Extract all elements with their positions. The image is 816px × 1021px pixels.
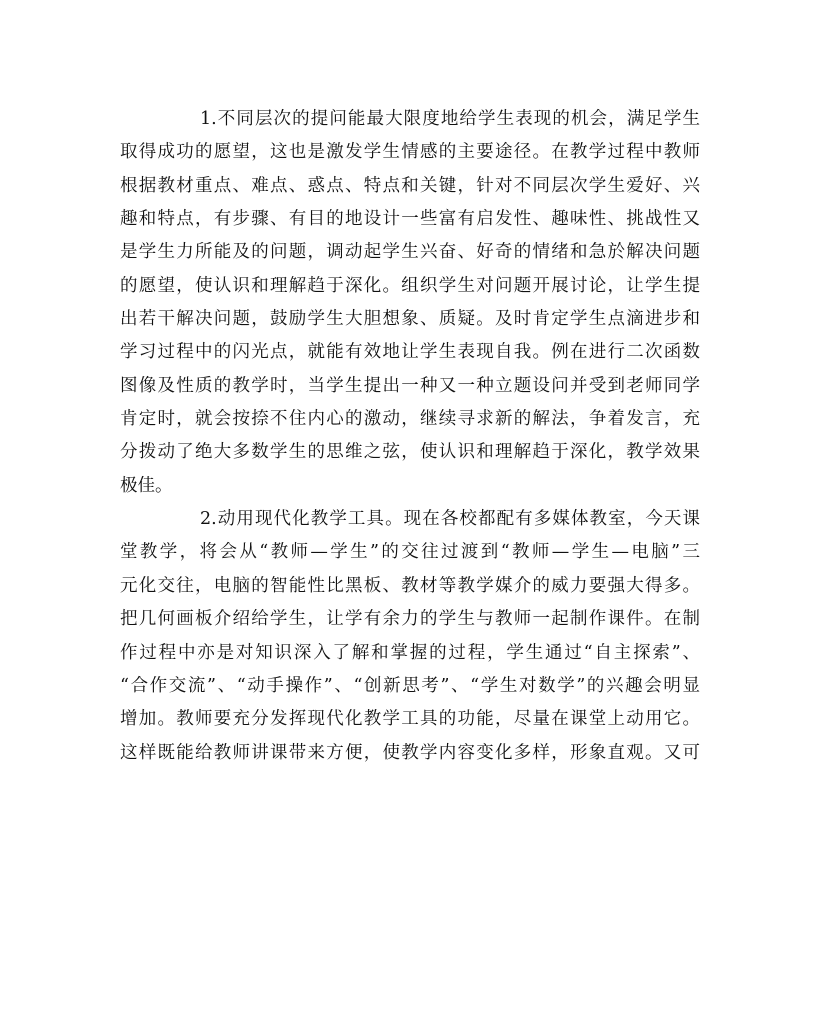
paragraph-1	[120, 103, 700, 503]
text-line: 增加。教师要充分发挥现代化教学工具的功能，尽量在课堂上动用它。	[120, 709, 700, 730]
text-line: 1.不同层次的提问能最大限度地给学生表现的机会，满足学生	[200, 109, 700, 129]
text-line: 作过程中亦是对知识深入了解和掌握的过程，学生通过“自主探索”、	[120, 642, 700, 663]
text-line: 图像及性质的教学时，当学生提出一种又一种立题设问并受到老师同学	[120, 375, 700, 396]
text-line: 趣和特点，有步骤、有目的地设计一些富有启发性、趣味性、挑战性又	[120, 209, 700, 230]
text-line: 学习过程中的闪光点，就能有效地让学生表现自我。例在进行二次函数	[120, 342, 700, 363]
document-body	[120, 103, 700, 770]
text-line: 2.动用现代化教学工具。现在各校都配有多媒体教室，今天课	[200, 509, 700, 530]
text-line: 取得成功的愿望，这也是激发学生情感的主要途径。在教学过程中教师	[120, 142, 700, 163]
text-line: 堂教学，将会从“教师—学生”的交往过渡到“教师—学生—电脑”三	[120, 542, 700, 563]
text-line: 肯定时，就会按捺不住内心的激动，继续寻求新的解法，争着发言，充	[120, 409, 700, 430]
text-line: 出若干解决问题，鼓励学生大胆想象、质疑。及时肯定学生点滴进步和	[120, 309, 700, 330]
text-line: 是学生力所能及的问题，调动起学生兴奋、好奇的情绪和急於解决问题	[120, 242, 700, 263]
text-line: 分拨动了绝大多数学生的思维之弦，使认识和理解趋于深化，教学效果	[120, 442, 700, 463]
text-line: 元化交往，电脑的智能性比黑板、教材等教学媒介的威力要强大得多。	[120, 575, 700, 596]
paragraph-2	[120, 503, 700, 770]
text-line: “合作交流”、“动手操作”、“创新思考”、“学生对数学”的兴趣会明显	[120, 675, 700, 696]
text-line: 的愿望，使认识和理解趋于深化。组织学生对问题开展讨论，让学生提	[120, 275, 700, 296]
text-line: 把几何画板介绍给学生，让学有余力的学生与教师一起制作课件。在制	[120, 609, 700, 630]
text-line: 这样既能给教师讲课带来方便，使教学内容变化多样，形象直观。又可	[120, 742, 700, 763]
text-line: 极佳。	[120, 475, 173, 496]
text-line: 根据教材重点、难点、惑点、特点和关键，针对不同层次学生爱好、兴	[120, 175, 700, 196]
